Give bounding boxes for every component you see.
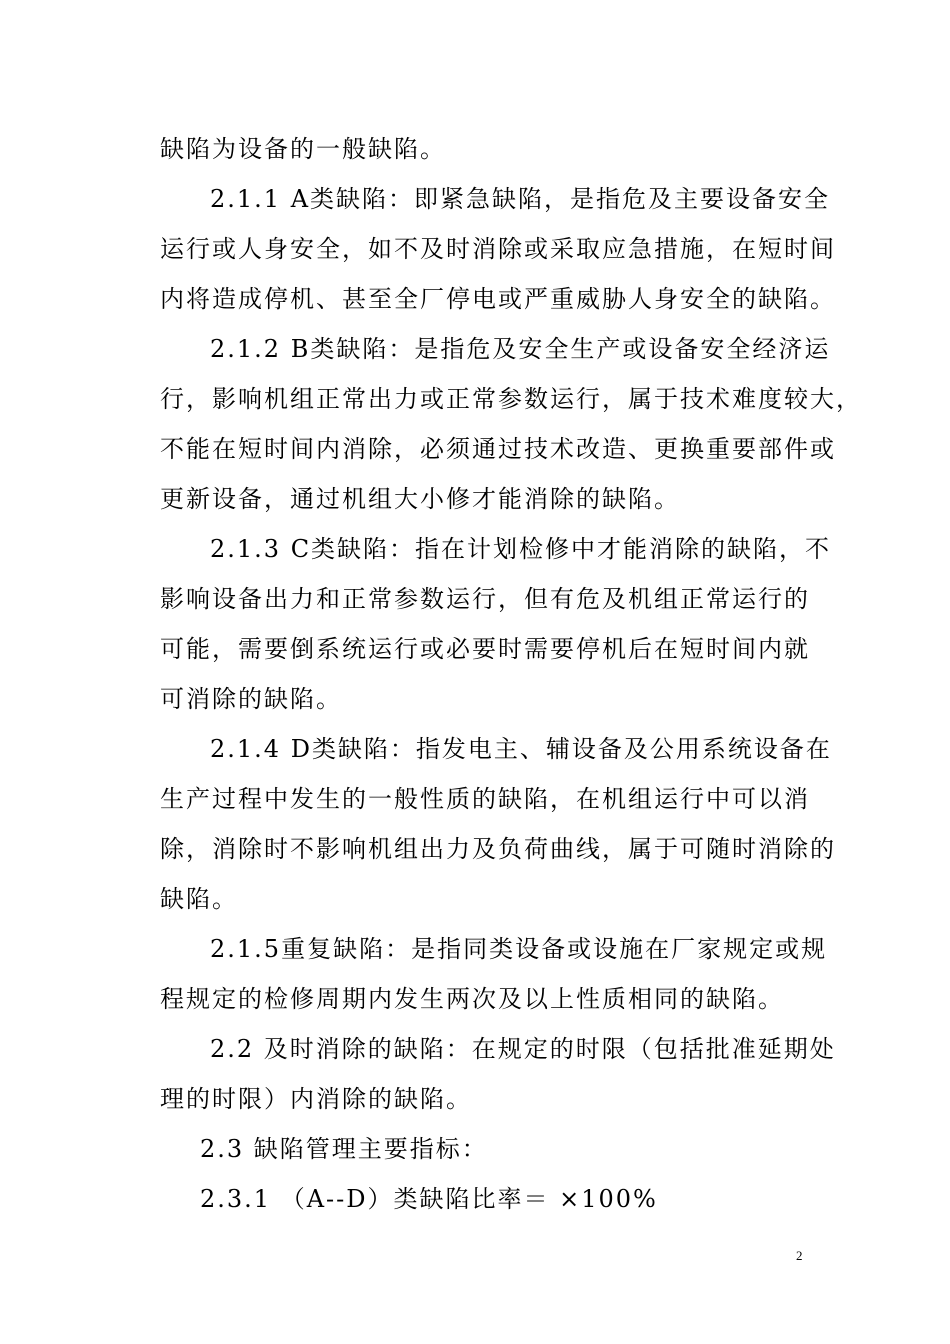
text-line: 理的时限）内消除的缺陷。 (160, 1085, 472, 1113)
section-2-1-2-heading-line: 2.1.2 B类缺陷：是指危及安全生产或设备安全经济运 (210, 335, 831, 363)
text-line: 除，消除时不影响机组出力及负荷曲线，属于可随时消除的 (160, 835, 836, 863)
section-2-3-heading-line: 2.3 缺陷管理主要指标： (200, 1135, 488, 1163)
section-2-1-5-heading-line: 2.1.5重复缺陷：是指同类设备或设施在厂家规定或规 (210, 935, 828, 963)
text-line: 运行或人身安全，如不及时消除或采取应急措施，在短时间 (160, 235, 836, 263)
text-line: 缺陷。 (160, 885, 238, 913)
text-line: 可能，需要倒系统运行或必要时需要停机后在短时间内就 (160, 635, 810, 663)
text-line: 行，影响机组正常出力或正常参数运行，属于技术难度较大， (160, 385, 862, 413)
text-line: 可消除的缺陷。 (160, 685, 342, 713)
text-line: 缺陷为设备的一般缺陷。 (160, 135, 446, 163)
text-line: 更新设备，通过机组大小修才能消除的缺陷。 (160, 485, 680, 513)
section-2-1-1-heading-line: 2.1.1 A类缺陷：即紧急缺陷，是指危及主要设备安全 (210, 185, 831, 213)
text-line: 程规定的检修周期内发生两次及以上性质相同的缺陷。 (160, 985, 784, 1013)
page-number: 2 (796, 1248, 803, 1263)
section-2-1-3-heading-line: 2.1.3 C类缺陷：指在计划检修中才能消除的缺陷，不 (210, 535, 832, 563)
section-2-1-4-heading-line: 2.1.4 D类缺陷：指发电主、辅设备及公用系统设备在 (210, 735, 832, 763)
text-line: 生产过程中发生的一般性质的缺陷，在机组运行中可以消 (160, 785, 810, 813)
text-line: 影响设备出力和正常参数运行，但有危及机组正常运行的 (160, 585, 810, 613)
section-2-2-heading-line: 2.2 及时消除的缺陷：在规定的时限（包括批准延期处 (210, 1035, 836, 1063)
text-line: 内将造成停机、甚至全厂停电或严重威胁人身安全的缺陷。 (160, 285, 836, 313)
text-line: 不能在短时间内消除，必须通过技术改造、更换重要部件或 (160, 435, 836, 463)
section-2-3-1-formula-line: 2.3.1 （A--D）类缺陷比率＝ ×100% (200, 1185, 658, 1213)
